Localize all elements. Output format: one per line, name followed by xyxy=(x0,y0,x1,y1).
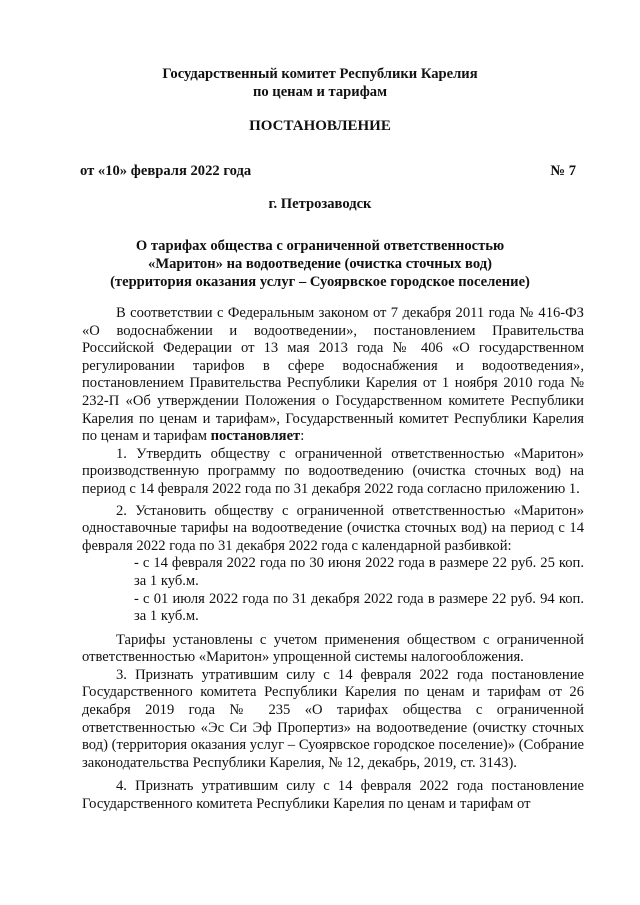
document-date: от «10» февраля 2022 года xyxy=(80,163,252,179)
item-2-tariff-a: - с 14 февраля 2022 года по 30 июня 2022 года в размере 22 руб. 25 коп. за 1 куб.м. xyxy=(134,555,584,589)
item-3: 3. Признать утратившим силу с 14 февраля 2022 года постановление Государственного комитета Республики Карелия по ценам и тарифам от 26 декабря 2019 года № 235 «О тарифах общества с ограниченной ответственностью «Эс Си Эф Пропертиз» на водоотведение (очистку сточных вод) (территория оказания услуг – Суоярвское городское поселение)» (Собрание законодательства Республики Карелия, № 12, декабрь, 2019, ст. 3143). xyxy=(82,666,584,771)
preamble-text: В соответствии с Федеральным законом от 7 декабря 2011 года № 416-ФЗ «О водоснабжении и водоотведении», постановлением Правительства Российской Федерации от 13 мая 2013 года № 406 «О государственном регулировании тарифов в сфере водоснабжения и водоотведения», постановлением Правительства Республики Карелия от 1 ноября 2010 года № 232-П «Об утверждении Положения о Государственном комитете Республики Карелия по ценам и тарифам», Государственный комитет Республики Карелия по ценам и тарифам xyxy=(82,305,584,445)
issuer-line-1: Государственный комитет Республики Карелия xyxy=(162,66,478,82)
item-2-tariff-b: - с 01 июля 2022 года по 31 декабря 2022 года в размере 22 руб. 94 коп. за 1 куб.м. xyxy=(134,590,584,625)
preamble-colon: : xyxy=(300,428,305,445)
subject-line-2: «Маритон» на водоотведение (очистка сточных вод) xyxy=(148,256,492,272)
preamble-paragraph xyxy=(82,305,584,446)
subject-line-3: (территория оказания услуг – Суоярвское городское поселение) xyxy=(110,274,530,290)
subject-line-1: О тарифах общества с ограниченной ответственностью xyxy=(135,238,505,254)
item-1: 1. Утвердить обществу с ограниченной ответственностью «Маритон» производственную программу по водоотведению (очистка сточных вод) на период с 14 февраля 2022 года по 31 декабря 2022 года согласно приложению 1. xyxy=(82,445,584,497)
document-type: ПОСТАНОВЛЕНИЕ xyxy=(249,118,391,134)
item-2-note: Тарифы установлены с учетом применения обществом с ограниченной ответственностью «Маритон» упрощенной системы налогообложения. xyxy=(82,631,584,666)
item-2: 2. Установить обществу с ограниченной ответственностью «Маритон» одноставочные тарифы на водоотведение (очистка сточных вод) на период с 14 февраля 2022 года по 31 декабря 2022 года с календарной разбивкой: xyxy=(82,502,584,554)
issuer-line-2: по ценам и тарифам xyxy=(252,84,388,100)
document-number: № 7 xyxy=(550,163,576,179)
document-body xyxy=(82,305,584,814)
preamble-resolves: постановляет xyxy=(210,428,301,445)
item-4: 4. Признать утратившим силу с 14 февраля 2022 года постановление Государственного комитета Республики Карелия по ценам и тарифам от xyxy=(82,778,584,813)
document-city: г. Петрозаводск xyxy=(268,196,372,212)
